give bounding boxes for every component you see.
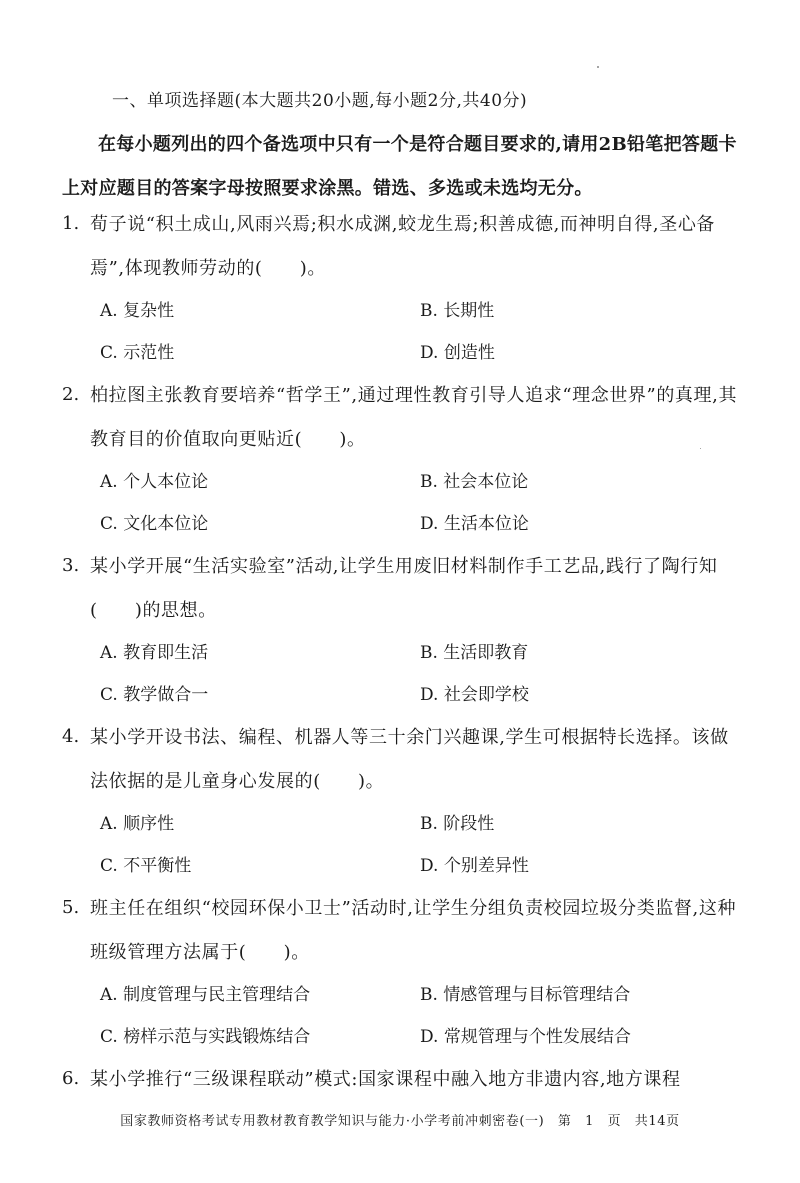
section-title: 一、单项选择题(本大题共20小题,每小题2分,共40分) [112,91,528,111]
option-c[interactable]: C. 文化本位论 [100,514,209,534]
scan-speck [597,66,599,68]
option-b[interactable]: B. 阶段性 [420,814,495,834]
option-c[interactable]: C. 教学做合一 [100,685,209,705]
option-d[interactable]: D. 个别差异性 [420,856,529,876]
question-number: 5. [62,897,80,918]
option-d[interactable]: D. 社会即学校 [420,685,529,705]
option-b[interactable]: B. 社会本位论 [420,472,529,492]
option-a[interactable]: A. 个人本位论 [100,472,209,492]
option-a[interactable]: A. 制度管理与民主管理结合 [100,985,311,1005]
question-stem: 荀子说“积土成山,风雨兴焉;积水成渊,蛟龙生焉;积善成德,而神明自得,圣心备焉”,体现教师劳动的( )。 [90,214,716,279]
option-b[interactable]: B. 长期性 [420,301,495,321]
option-d[interactable]: D. 常规管理与个性发展结合 [420,1027,631,1047]
question-stem: 某小学推行“三级课程联动”模式:国家课程中融入地方非遗内容,地方课程 [90,1069,681,1090]
question-number: 1. [62,213,80,234]
option-a[interactable]: A. 复杂性 [100,301,175,321]
section-instructions: 在每小题列出的四个备选项中只有一个是符合题目要求的,请用2B铅笔把答题卡上对应题目的答案字母按照要求涂黑。错选、多选或未选均无分。 [62,134,737,199]
option-b[interactable]: B. 生活即教育 [420,643,529,663]
question-number: 3. [62,555,80,576]
option-b[interactable]: B. 情感管理与目标管理结合 [420,985,631,1005]
option-a[interactable]: A. 顺序性 [100,814,175,834]
question-stem: 某小学开展“生活实验室”活动,让学生用废旧材料制作手工艺品,践行了陶行知( )的思想。 [90,556,718,621]
question-stem: 柏拉图主张教育要培养“哲学王”,通过理性教育引导人追求“理念世界”的真理,其教育目的价值取向更贴近( )。 [90,385,738,450]
option-c[interactable]: C. 示范性 [100,343,175,363]
question-stem: 某小学开设书法、编程、机器人等三十余门兴趣课,学生可根据特长选择。该做法依据的是儿童身心发展的( )。 [90,727,729,792]
option-d[interactable]: D. 创造性 [420,343,495,363]
page-footer: 国家教师资格考试专用教材教育教学知识与能力·小学考前冲刺密卷(一) 第 1 页 共14页 [120,1114,680,1129]
question-stem: 班主任在组织“校园环保小卫士”活动时,让学生分组负责校园垃圾分类监督,这种班级管理方法属于( )。 [90,898,737,963]
option-c[interactable]: C. 不平衡性 [100,856,192,876]
option-a[interactable]: A. 教育即生活 [100,643,209,663]
question-number: 4. [62,726,80,747]
scan-speck [700,448,701,449]
question-number: 6. [62,1068,80,1089]
option-c[interactable]: C. 榜样示范与实践锻炼结合 [100,1027,311,1047]
question-number: 2. [62,384,80,405]
option-d[interactable]: D. 生活本位论 [420,514,529,534]
